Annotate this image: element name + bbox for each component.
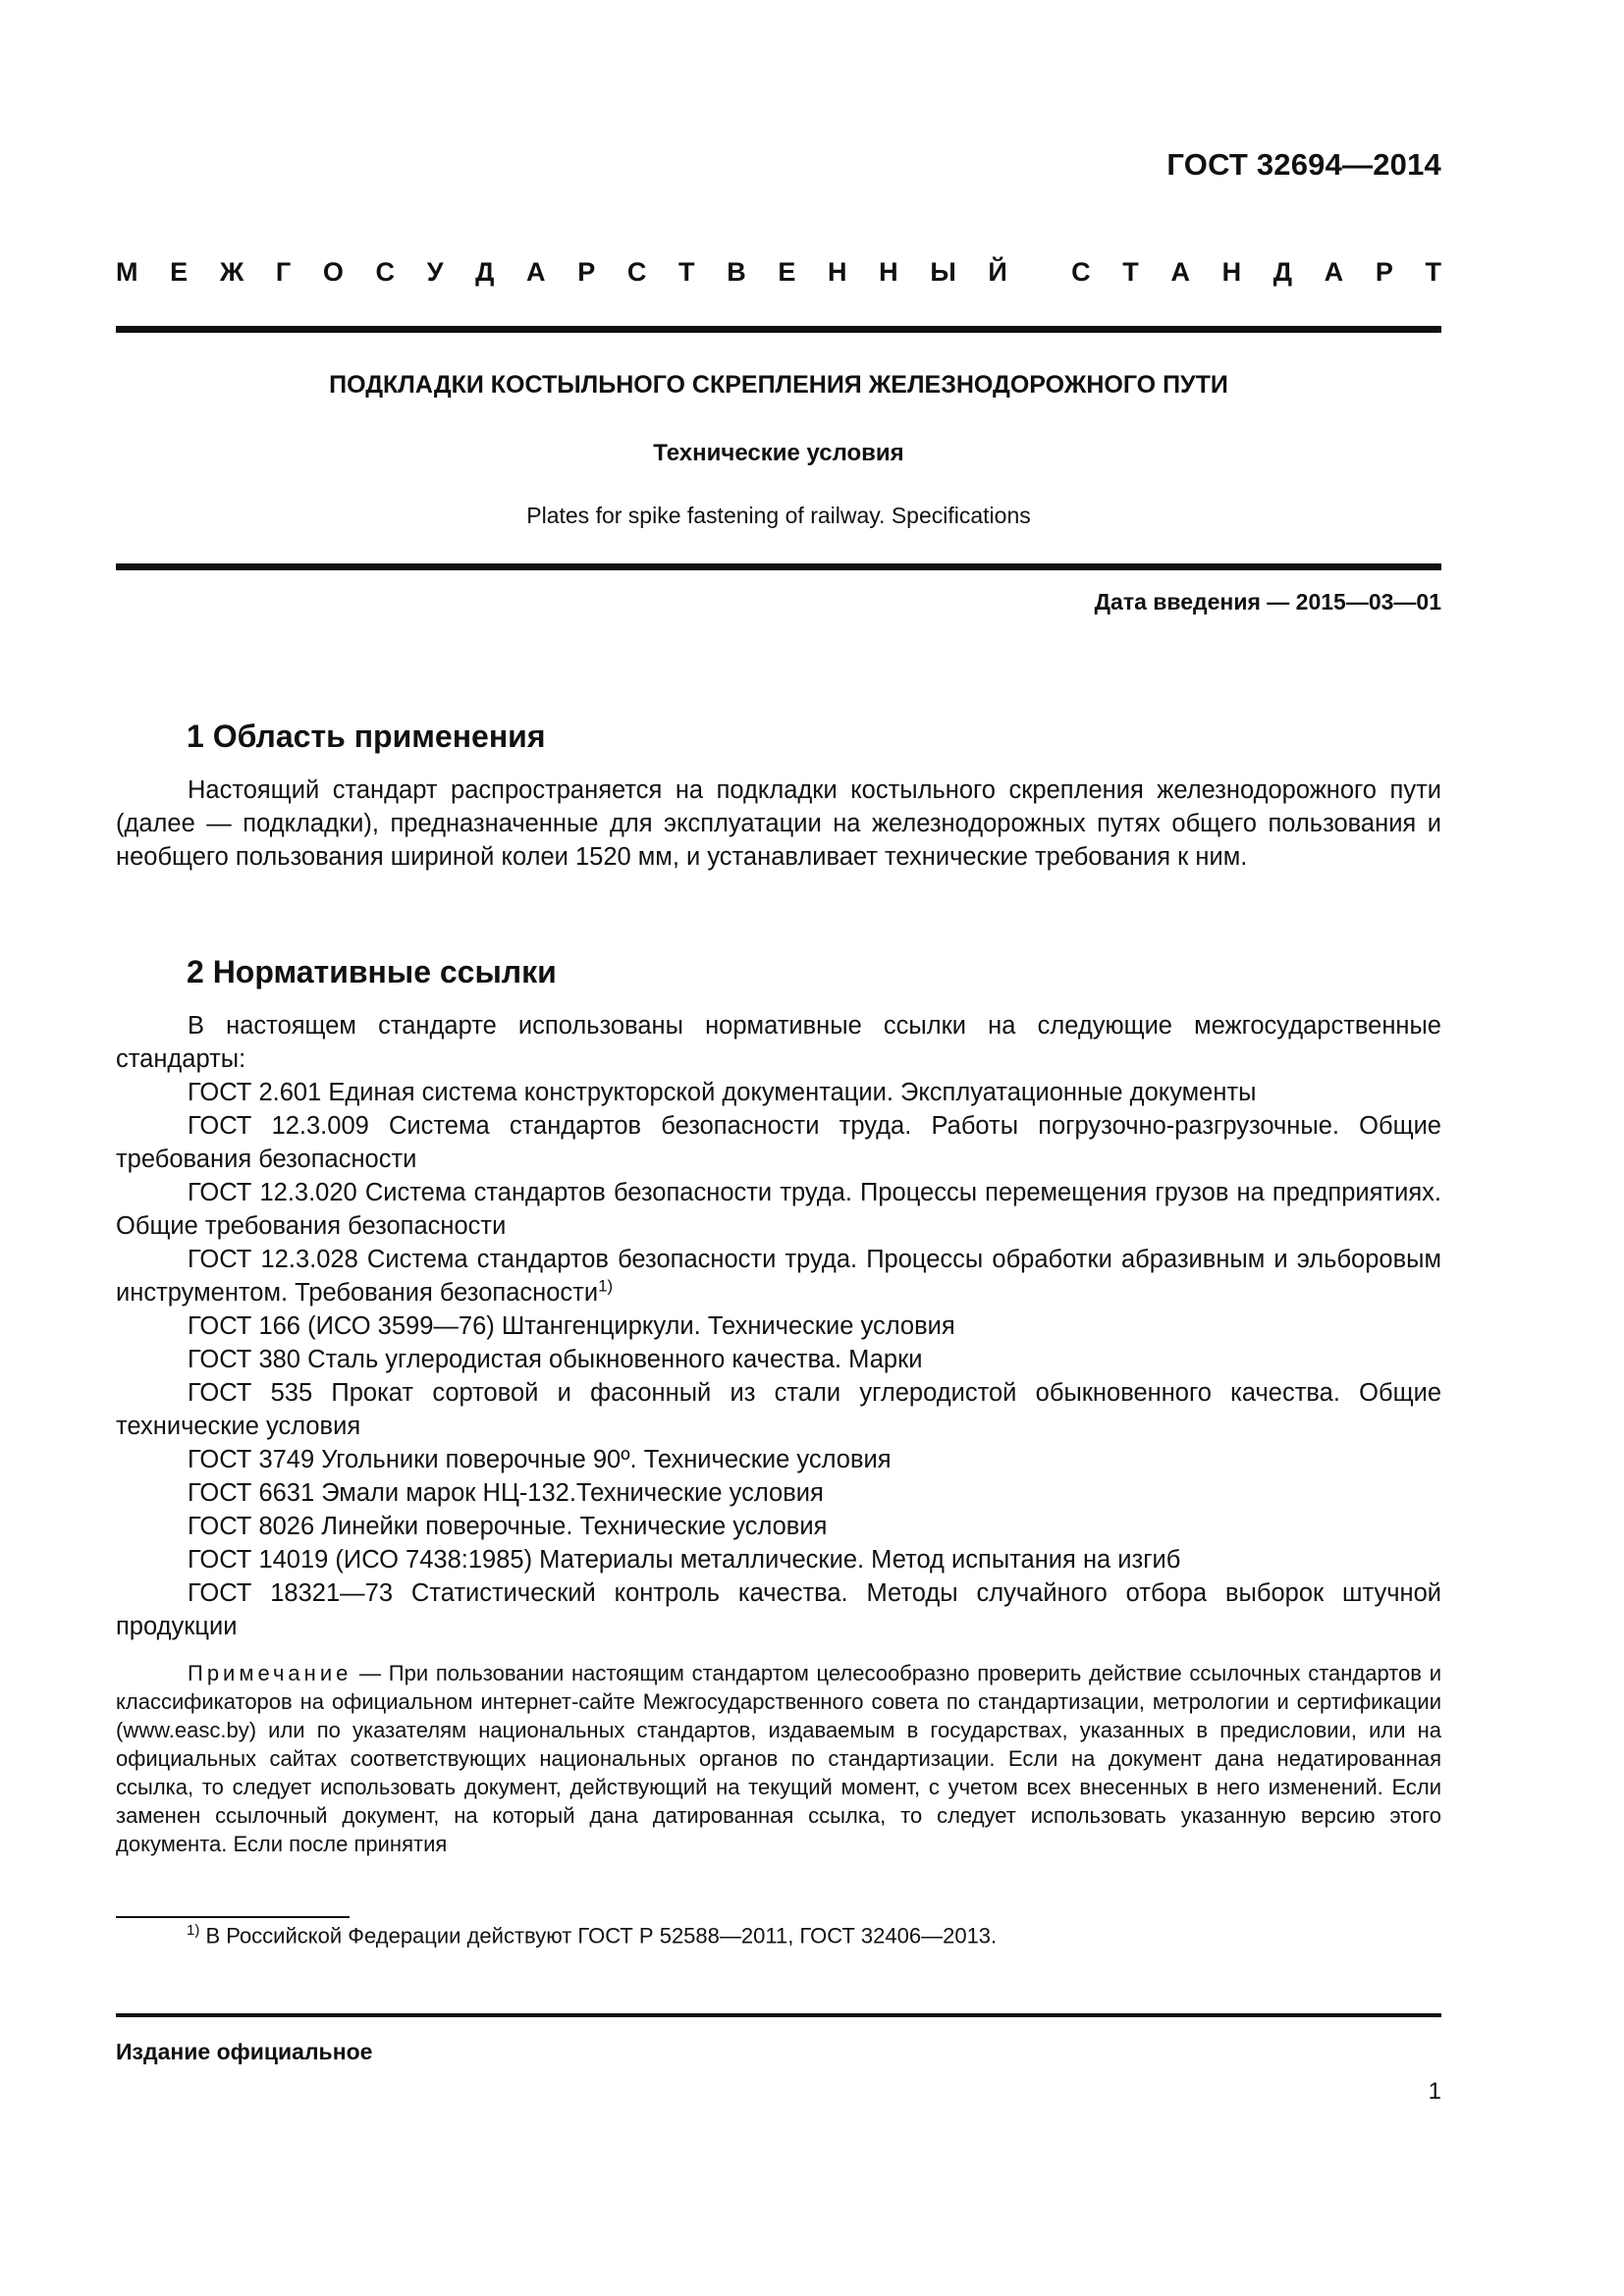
heading-letter: Н — [879, 257, 898, 287]
heading-letter: А — [1170, 257, 1190, 287]
heading-letter: Т — [1425, 257, 1441, 287]
heading-letter: С — [375, 257, 396, 287]
top-rule — [116, 326, 1441, 333]
section-2-intro: В настоящем стандарте использованы нормативные ссылки на следующие межгосударственные стандарты: — [116, 1012, 1441, 1073]
heading-letter: Н — [828, 257, 847, 287]
document-title: ПОДКЛАДКИ КОСТЫЛЬНОГО СКРЕПЛЕНИЯ ЖЕЛЕЗНОДОРОЖНОГО ПУТИ — [329, 371, 1228, 399]
heading-letter: С — [626, 257, 647, 287]
heading-letter: Г — [275, 257, 292, 287]
heading-letter: Т — [1122, 257, 1139, 287]
heading-letter: Т — [678, 257, 695, 287]
reference-item: ГОСТ 3749 Угольники поверочные 90º. Технические условия — [188, 1446, 892, 1473]
section-1-heading: 1 Область применения — [187, 719, 546, 754]
heading-letter: Е — [778, 257, 796, 287]
footnote-separator — [116, 1916, 350, 1918]
bottom-rule — [116, 2013, 1441, 2017]
introduction-date: Дата введения — 2015—03—01 — [1094, 589, 1441, 614]
page-number: 1 — [1428, 2078, 1441, 2105]
reference-item — [116, 1243, 1441, 1309]
heading-letter: Р — [1375, 257, 1393, 287]
heading-letter: У — [426, 257, 444, 287]
edition-label: Издание официальное — [116, 2039, 373, 2064]
category-heading — [116, 257, 1441, 288]
heading-letter: Й — [988, 257, 1007, 287]
note-text: — При пользовании настоящим стандартом целесообразно проверить действие ссылочных стандартов и классификаторов на официальном интернет-сайте Межгосударственного совета по стандартизации, метрологии и сертификации (www.easc.by) или по указателям национальных стандартов, издаваемым в государствах, указанных в предисловии, или на официальных сайтах соответствующих национальных органов по стандартизации. Если на документ дана недатированная ссылка, то следует использовать документ, действующий на текущий момент, с учетом всех внесенных в него изменений. Если заменен ссылочный документ, на который дана датированная ссылка, то следует использовать указанную версию этого документа. Если после принятия — [116, 1661, 1441, 1856]
document-subtitle: Технические условия — [653, 440, 904, 466]
heading-letter: С — [1071, 257, 1091, 287]
reference-item: ГОСТ 380 Сталь углеродистая обыкновенного качества. Марки — [188, 1346, 923, 1373]
heading-letter: А — [526, 257, 546, 287]
reference-item: ГОСТ 12.3.009 Система стандартов безопасности труда. Работы погрузочно-разгрузочные. Общие требования безопасности — [116, 1112, 1441, 1173]
section-1-text: Настоящий стандарт распространяется на подкладки костыльного скрепления железнодорожного пути (далее — подкладки), предназначенные для эксплуатации на железнодорожных путях общего пользования и необщего пользования шириной колеи 1520 мм, и устанавливает технические требования к ним. — [116, 776, 1441, 871]
section-1-body — [116, 774, 1441, 874]
heading-letter: В — [727, 257, 746, 287]
footnote-text: В Российской Федерации действуют ГОСТ Р 52588—2011, ГОСТ 32406—2013. — [199, 1923, 998, 1949]
heading-letter: Д — [475, 257, 495, 287]
section-2-heading: 2 Нормативные ссылки — [187, 954, 557, 989]
heading-letter: Д — [1272, 257, 1293, 287]
english-title: Plates for spike fastening of railway. Specifications — [526, 503, 1031, 528]
standard-code: ГОСТ 32694—2014 — [1166, 147, 1441, 182]
reference-text: ГОСТ 12.3.028 Система стандартов безопасности труда. Процессы обработки абразивным и эльборовым инструментом. Требования безопасности — [116, 1246, 1441, 1307]
title-rule — [116, 563, 1441, 570]
reference-item: ГОСТ 6631 Эмали марок НЦ-132.Технические условия — [188, 1479, 824, 1507]
reference-item: ГОСТ 166 (ИСО 3599—76) Штангенциркули. Технические условия — [188, 1312, 955, 1340]
reference-item: ГОСТ 8026 Линейки поверочные. Технические условия — [188, 1513, 828, 1540]
heading-letter: Р — [577, 257, 596, 287]
section-2-body — [116, 1009, 1441, 1643]
reference-item: ГОСТ 12.3.020 Система стандартов безопасности труда. Процессы перемещения грузов на предприятиях. Общие требования безопасности — [116, 1179, 1441, 1240]
reference-item: ГОСТ 2.601 Единая система конструкторской документации. Эксплуатационные документы — [188, 1079, 1257, 1106]
heading-letter: Е — [170, 257, 189, 287]
heading-letter: Ы — [930, 257, 956, 287]
note-paragraph — [116, 1659, 1441, 1858]
footnote — [187, 1922, 1434, 1949]
footnote-marker: 1) — [598, 1276, 614, 1296]
reference-item: ГОСТ 535 Прокат сортовой и фасонный из стали углеродистой обыкновенного качества. Общие технические условия — [116, 1379, 1441, 1440]
reference-item: ГОСТ 14019 (ИСО 7438:1985) Материалы металлические. Метод испытания на изгиб — [188, 1546, 1181, 1574]
heading-letter: Ж — [219, 257, 244, 287]
heading-letter: А — [1324, 257, 1344, 287]
note-label: Примечание — [188, 1661, 352, 1685]
heading-letter: Н — [1221, 257, 1242, 287]
reference-item: ГОСТ 18321—73 Статистический контроль качества. Методы случайного отбора выборок штучной продукции — [116, 1579, 1441, 1640]
heading-letter: О — [322, 257, 344, 287]
footnote-mark: 1) — [187, 1922, 200, 1939]
heading-letter: М — [116, 257, 138, 287]
